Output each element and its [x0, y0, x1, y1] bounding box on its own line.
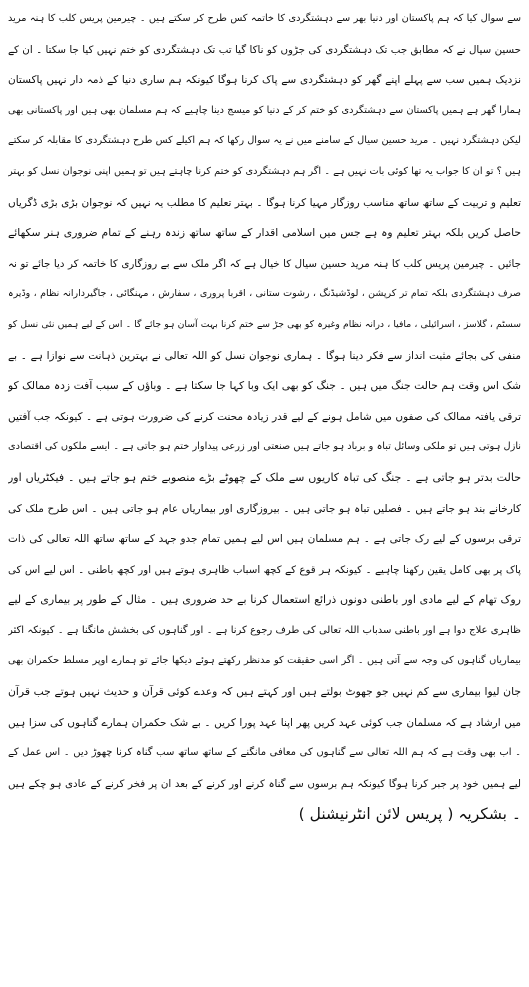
article-line-24: میں ارشاد ہے کہ مسلمان جب کوئی عہد کریں پھر اپنا عہد پورا کریں ۔ بے شک حکمران ہمارے گناہوں کی سزا ہیں: [8, 716, 521, 729]
article-line-7: تعلیم و تربیت کے ساتھ ساتھ مناسب روزگار مہیا کرنا ہوگا ۔ بہتر تعلیم کا مطلب یہ نہیں کہ نوجوان بڑی بڑی ڈگریاں: [8, 196, 521, 209]
article-line-19: پاک پر بھی کامل یقین رکھنا چاہیے ۔ کیونکہ ہر قوع کے کچھ اسباب ظاہری ہوتے ہیں اور کچھ باطنی ۔ اس لیے اس کی: [8, 563, 521, 576]
article-line-20: روک تھام کے لیے مادی اور باطنی دونوں ذرائع استعمال کرنا بے حد ضروری ہیں ۔ مثال کے طور پر بیماری کے لیے: [8, 593, 521, 607]
article-line-13: شک اس وقت ہم حالت جنگ میں ہیں ۔ جنگ کو بھی ایک وبا کہا جا سکتا ہے ۔ وباؤں کے سبب آفت زدہ ممالک کو: [8, 379, 521, 393]
article-line-15: نازل ہوتی ہیں تو ملکی وسائل تباہ و برباد ہو جاتے ہیں صنعتی اور زرعی پیداوار ختم ہو جاتی ہے ۔ ایسے ملکوں کی اقتصادی: [8, 441, 521, 453]
article-line-12: منفی کی بجائے مثبت انداز سے فکر دینا ہوگا ۔ ہماری نوجوان نسل کو اللہ تعالی نے بہترین ذہانت سے نوازا ہے ۔ بے: [8, 349, 521, 362]
article-line-10: صرف دہشتگردی بلکہ تمام تر کرپشن ، لوڈشیڈنگ ، رشوت ستانی ، اقربا پروری ، سفارش ، مہنگائی ، جاگیردارانہ نظام ، وڈیرہ: [8, 288, 521, 300]
article-line-17: کارخانے بند ہو جاتے ہیں ۔ فصلیں تباہ ہو جاتی ہیں ۔ بیروزگاری اور بیماریاں عام ہو جاتی ہیں ۔ اس طرح ملک کی: [8, 502, 521, 515]
article-credit-line: ۔ بشکریہ ( پریس لائن انٹرنیشنل ): [298, 805, 521, 824]
article-line-1: سے سوال کیا کہ ہم پاکستان اور دنیا بھر سے دہشتگردی کا خاتمہ کس طرح کر سکتے ہیں ۔ چیرمین پریس کلب کا ہنہ مرید: [8, 13, 521, 24]
article-line-4: ہمارا گھر ہے ہمیں پاکستان سے دہشتگردی کو ختم کر کے دنیا کو میسج دینا چاہیے کہ ہم مسلمان بھی ہیں اور پاکستانی بھی: [8, 104, 521, 116]
article-line-2: حسین سیال نے کہ مطابق جب تک دہشتگردی کی جڑوں کو ناکا گیا تب تک دہشتگردی کو ختم نہیں کیا جا سکتا ۔ ان کے: [8, 43, 521, 56]
article-line-6: ہیں ؟ تو ان کا جواب یہ تھا کوئی بات نہیں ہے ۔ اگر ہم دہشتگردی کو ختم کرنا چاہتے ہیں تو ہمیں اپنی نوجوان نسل کو بہتر: [8, 165, 521, 177]
article-line-11: سسٹم ، گلاسز ، اسرائیلی ، مافیا ، درانہ نظام وغیرہ کو بھی جڑ سے ختم کرنا بہت آسان ہو جائے گا ۔ اس کے لیے ہمیں نئی نسل کو: [8, 318, 521, 330]
article-line-22: بیماریاں گناہوں کی وجہ سے آتی ہیں ۔ اگر اسی حقیقت کو مدنظر رکھتے ہوئے دیکھا جائے تو ہمارے اوپر مسلط حکمران بھی: [8, 655, 521, 667]
article-line-16: حالت بدتر ہو جاتی ہے ۔ جنگ کی تباہ کاریوں سے ملک کے چھوٹے بڑے منصوبے ختم ہو جاتے ہیں ۔ فیکٹریاں اور: [8, 470, 521, 484]
article-line-25: ۔ اب بھی وقت ہے کہ ہم اللہ تعالی سے گناہوں کی معافی مانگنے کے ساتھ ساتھ سب گناہ کرنا چھوڑ دیں ۔ اس عمل کے: [8, 747, 521, 759]
article-line-23: جان لیوا بیماری سے کم نہیں جو جھوٹ بولتے ہیں اور کہتے ہیں کہ وعدے کوئی قرآن و حدیث نہیں ہوتے جب قرآن: [8, 685, 521, 699]
article-line-9: جائیں ۔ چیرمین پریس کلب کا ہنہ مرید حسین سیال کا خیال ہے کہ اگر ملک سے بے روزگاری کا خاتمہ کر دیا جائے تو نہ: [8, 257, 521, 270]
article-line-21: ظاہری علاج دوا ہے اور باطنی سدباب اللہ تعالی کی طرف رجوع کرنا ہے ۔ اور گناہوں کی بخشش مانگنا ہے ۔ کیونکہ اکثر: [8, 624, 521, 636]
article-line-8: حاصل کریں بلکہ بہتر تعلیم وہ ہے جس میں اسلامی اقدار کے ساتھ ساتھ زندہ رہنے کے تمام ضروری ہنر سکھائے: [8, 226, 521, 240]
article-line-5: لیکن دہشتگرد نہیں ۔ مرید حسین سیال کے سامنے میں نے یہ سوال رکھا کہ ہم اکیلے کس طرح دہشتگردی کا مقابلہ کر سکتے: [8, 135, 521, 147]
article-line-18: ترقی برسوں کے لیے رک جاتی ہے ۔ ہم مسلمان ہیں اس لیے ہمیں تمام جدو جہد کے ساتھ ساتھ اللہ تعالی کی ذات: [8, 533, 521, 546]
article-line-26: لیے ہمیں خود پر جبر کرنا ہوگا کیونکہ ہم برسوں سے گناہ کرنے اور کرنے کے بعد ان پر فخر کرنے کے عادی ہو چکے ہیں: [8, 777, 521, 790]
article-line-3: نزدیک ہمیں سب سے پہلے اپنے گھر کو دہشتگردی سے پاک کرنا ہوگا کیونکہ ہم ساری دنیا کے ذمہ دار نہیں پاکستان: [8, 74, 521, 87]
article-line-14: ترقی یافتہ ممالک کی صفوں میں شامل ہونے کے لیے قدر زیادہ محنت کرنے کی ضرورت ہوتی ہے ۔ کیونکہ جب آفتیں: [8, 410, 521, 423]
